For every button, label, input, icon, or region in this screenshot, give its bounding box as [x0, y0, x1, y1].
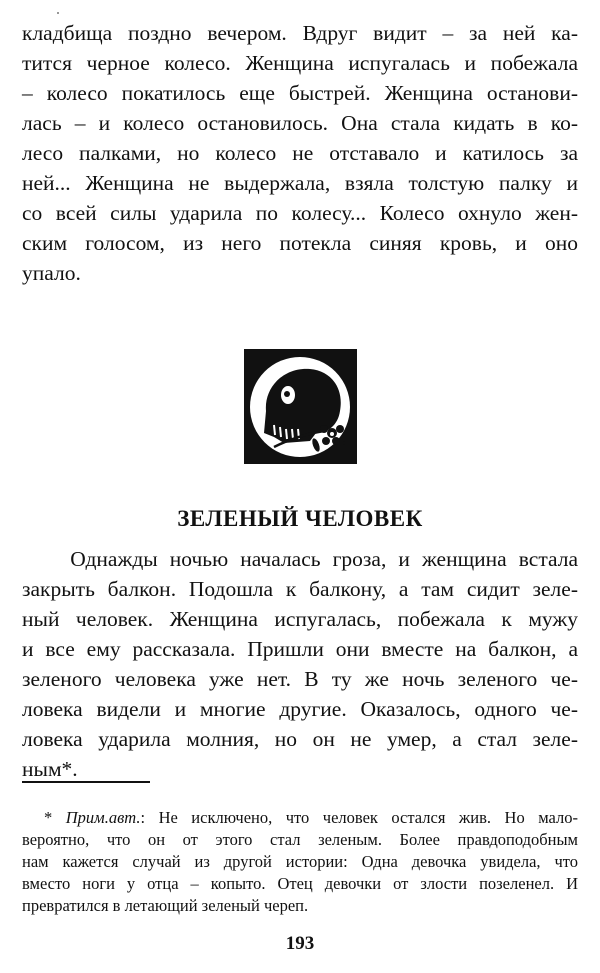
- text-line: лесо палками, но колесо не отставало и катилось за: [22, 141, 578, 165]
- text-line: ловека ударила молния, но он не умер, а стал зеле-: [22, 727, 578, 751]
- scan-speck: [57, 12, 59, 14]
- text-line: закрыть балкон. Подошла к балкону, а там сидит зеле-: [22, 577, 578, 601]
- text-line: кладбища поздно вечером. Вдруг видит – за ней ка-: [22, 21, 578, 45]
- text-line: – колесо покатилось еще быстрей. Женщина останови-: [22, 81, 578, 105]
- text-line: Однажды ночью началась гроза, и женщина встала: [22, 547, 578, 571]
- text-line: и все ему рассказала. Пришли они вместе на балкон, а: [22, 637, 578, 661]
- skull-with-flower-icon: [244, 349, 357, 464]
- text-line: ловека видели и многие другие. Оказалось, одного че-: [22, 697, 578, 721]
- text-line: лась – и колесо остановилось. Она стала кидать в ко-: [22, 111, 578, 135]
- text-line: тится черное колесо. Женщина испугалась и побежала: [22, 51, 578, 75]
- text-line: упало.: [22, 261, 81, 285]
- text-line: зеленого человека уже нет. В ту же ночь зеленого че-: [22, 667, 578, 691]
- footnote-line: [44, 807, 578, 829]
- footnote-line: нам кажется случай из другой истории: Одна девочка увидела, что: [22, 852, 578, 871]
- text-line: со всей силы ударила по колесу... Колесо охнуло жен-: [22, 201, 578, 225]
- footnote-line: вместо ноги у отца – копыто. Отец девочки от злости позеленел. И: [22, 874, 578, 893]
- section-title: ЗЕЛЕНЫЙ ЧЕЛОВЕК: [177, 506, 423, 531]
- text-line: ным*.: [22, 757, 78, 781]
- page-number: 193: [285, 933, 315, 954]
- footnote-marker: *: [44, 808, 66, 827]
- footnote-text: : Не исключено, что человек остался жив. Но мало-: [140, 808, 578, 827]
- footnote-line: превратился в летающий зеленый череп.: [22, 896, 309, 915]
- text-line: ней... Женщина не выдержала, взяла толстую палку и: [22, 171, 578, 195]
- footnote-separator: [22, 781, 150, 783]
- text-line: ный человек. Женщина испугалась, побежала к мужу: [22, 607, 578, 631]
- text-line: ским голосом, из него потекла синяя кровь, и оно: [22, 231, 578, 255]
- footnote-label: Прим.авт.: [65, 808, 141, 827]
- footnote-line: вероятно, что он от этого стал зеленым. Более правдоподобным: [22, 830, 578, 849]
